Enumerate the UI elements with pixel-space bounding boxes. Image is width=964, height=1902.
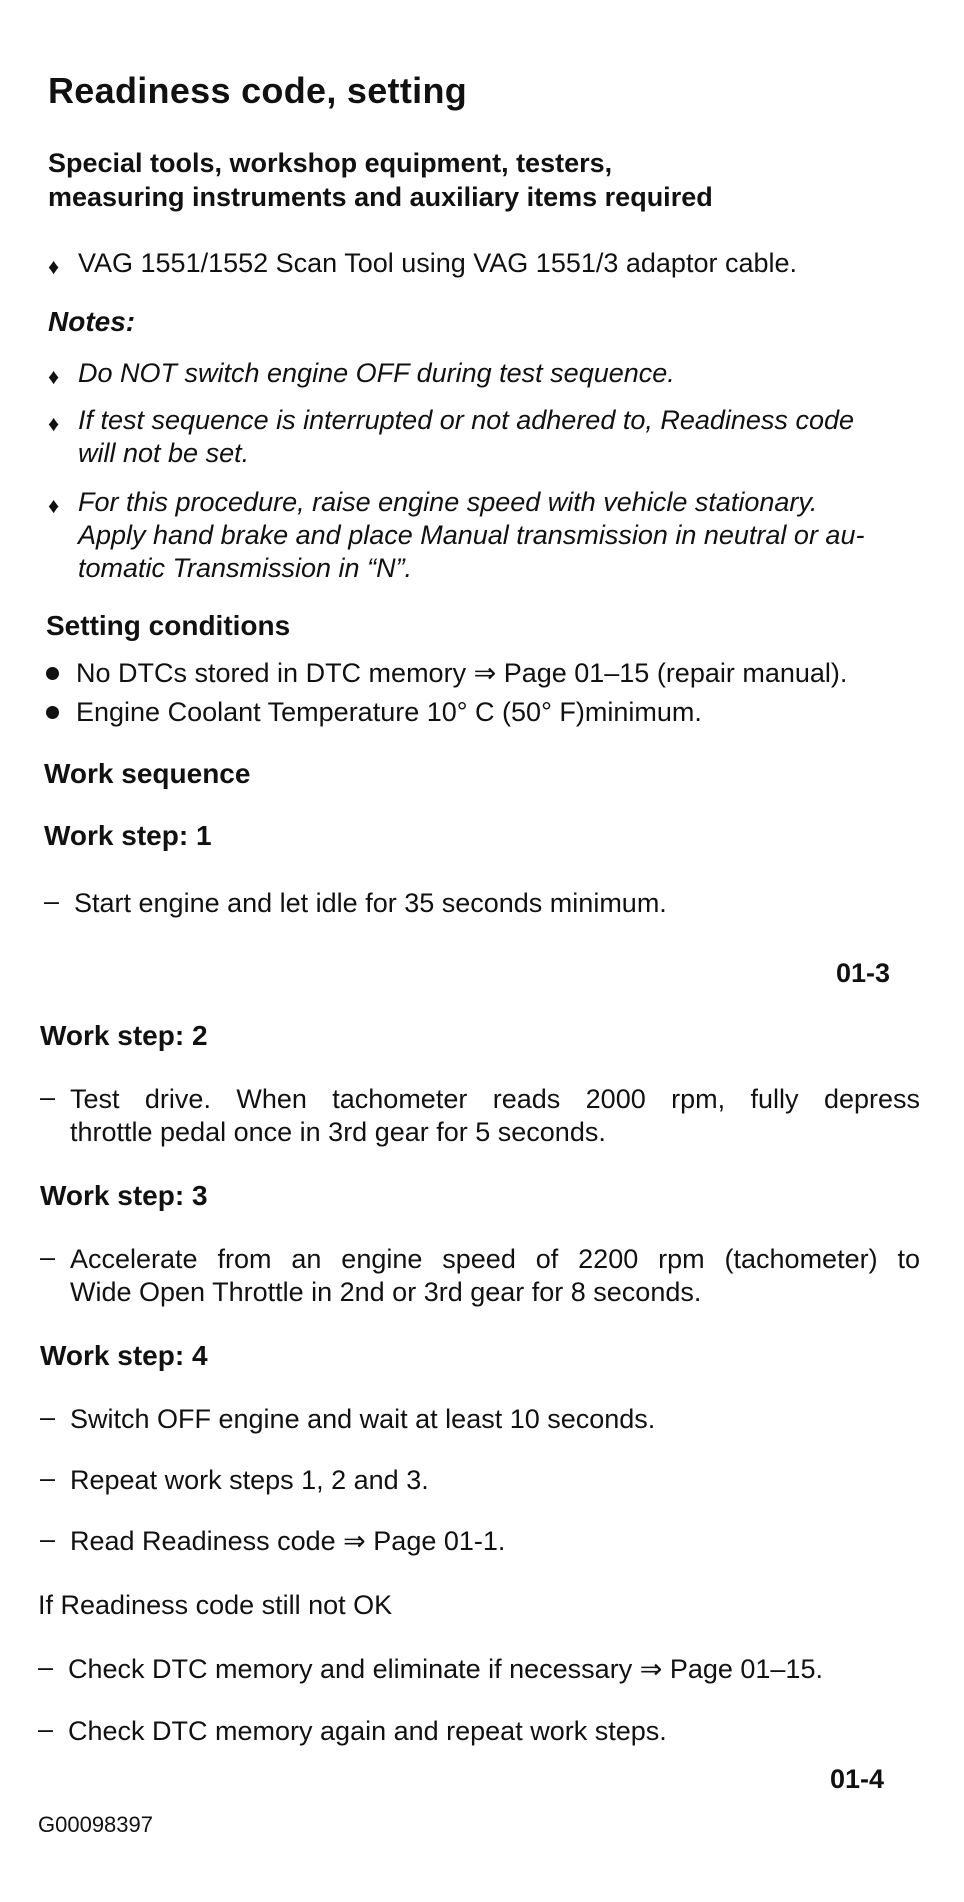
tools-heading-line2: measuring instruments and auxiliary items required [48, 182, 713, 212]
note-item-2-line1: If test sequence is interrupted or not adhered to, Readiness code [78, 405, 854, 435]
work-step-4-item-2: Repeat work steps 1, 2 and 3. [70, 1465, 429, 1495]
work-step-1-item: Start engine and let idle for 35 seconds minimum. [74, 888, 667, 918]
setting-condition-item-1: No DTCs stored in DTC memory ⇒ Page 01–15 (repair manual). [76, 658, 848, 688]
work-step-4-heading: Work step: 4 [40, 1340, 208, 1371]
dash-bullet-icon: – [40, 1242, 56, 1272]
work-step-4-item-1: Switch OFF engine and wait at least 10 seconds. [70, 1404, 656, 1434]
bullet-dot-icon [46, 706, 59, 719]
diamond-bullet-icon: ♦ [48, 493, 60, 518]
diamond-bullet-icon: ♦ [48, 411, 60, 436]
setting-condition-item-2: Engine Coolant Temperature 10° C (50° F)minimum. [76, 697, 702, 727]
note-item-3-line2: Apply hand brake and place Manual transmission in neutral or au- [78, 520, 865, 550]
note-item-3-line3: tomatic Transmission in “N”. [78, 553, 413, 583]
note-item-1: Do NOT switch engine OFF during test sequence. [78, 358, 675, 388]
page-number: 01-4 [830, 1764, 885, 1794]
work-step-2-heading: Work step: 2 [40, 1020, 208, 1051]
dash-bullet-icon: – [40, 1402, 56, 1432]
followup-item-1: Check DTC memory and eliminate if necessary ⇒ Page 01–15. [68, 1654, 823, 1684]
page-number: 01-3 [836, 958, 891, 988]
tools-item: VAG 1551/1552 Scan Tool using VAG 1551/3 adaptor cable. [78, 248, 798, 278]
followup-item-2: Check DTC memory again and repeat work steps. [68, 1716, 667, 1746]
work-step-3-line1: Accelerate from an engine speed of 2200 rpm (tachometer) to [70, 1244, 920, 1274]
note-item-3-line1: For this procedure, raise engine speed with vehicle stationary. [78, 487, 818, 517]
document-id: G00098397 [38, 1812, 153, 1837]
work-step-4-item-3: Read Readiness code ⇒ Page 01-1. [70, 1526, 506, 1556]
diamond-bullet-icon: ♦ [48, 364, 60, 389]
page-title: Readiness code, setting [48, 70, 468, 111]
dash-bullet-icon: – [40, 1082, 56, 1112]
work-sequence-heading: Work sequence [44, 758, 251, 789]
work-step-2-line2: throttle pedal once in 3rd gear for 5 seconds. [70, 1117, 606, 1147]
work-step-1-heading: Work step: 1 [44, 820, 212, 851]
work-step-3-heading: Work step: 3 [40, 1180, 208, 1211]
diamond-bullet-icon: ♦ [48, 254, 60, 279]
readiness-condition-text: If Readiness code still not OK [38, 1590, 393, 1620]
dash-bullet-icon: – [38, 1714, 54, 1744]
work-step-3-line2: Wide Open Throttle in 2nd or 3rd gear for 8 seconds. [70, 1277, 702, 1307]
dash-bullet-icon: – [44, 886, 60, 916]
notes-heading: Notes: [48, 306, 136, 337]
setting-conditions-heading: Setting conditions [46, 610, 291, 641]
tools-heading-line1: Special tools, workshop equipment, testers, [48, 148, 613, 178]
note-item-2-line2: will not be set. [78, 438, 250, 468]
dash-bullet-icon: – [38, 1652, 54, 1682]
bullet-dot-icon [46, 667, 59, 680]
dash-bullet-icon: – [40, 1524, 56, 1554]
dash-bullet-icon: – [40, 1463, 56, 1493]
work-step-2-line1: Test drive. When tachometer reads 2000 rpm, fully depress [70, 1084, 920, 1114]
